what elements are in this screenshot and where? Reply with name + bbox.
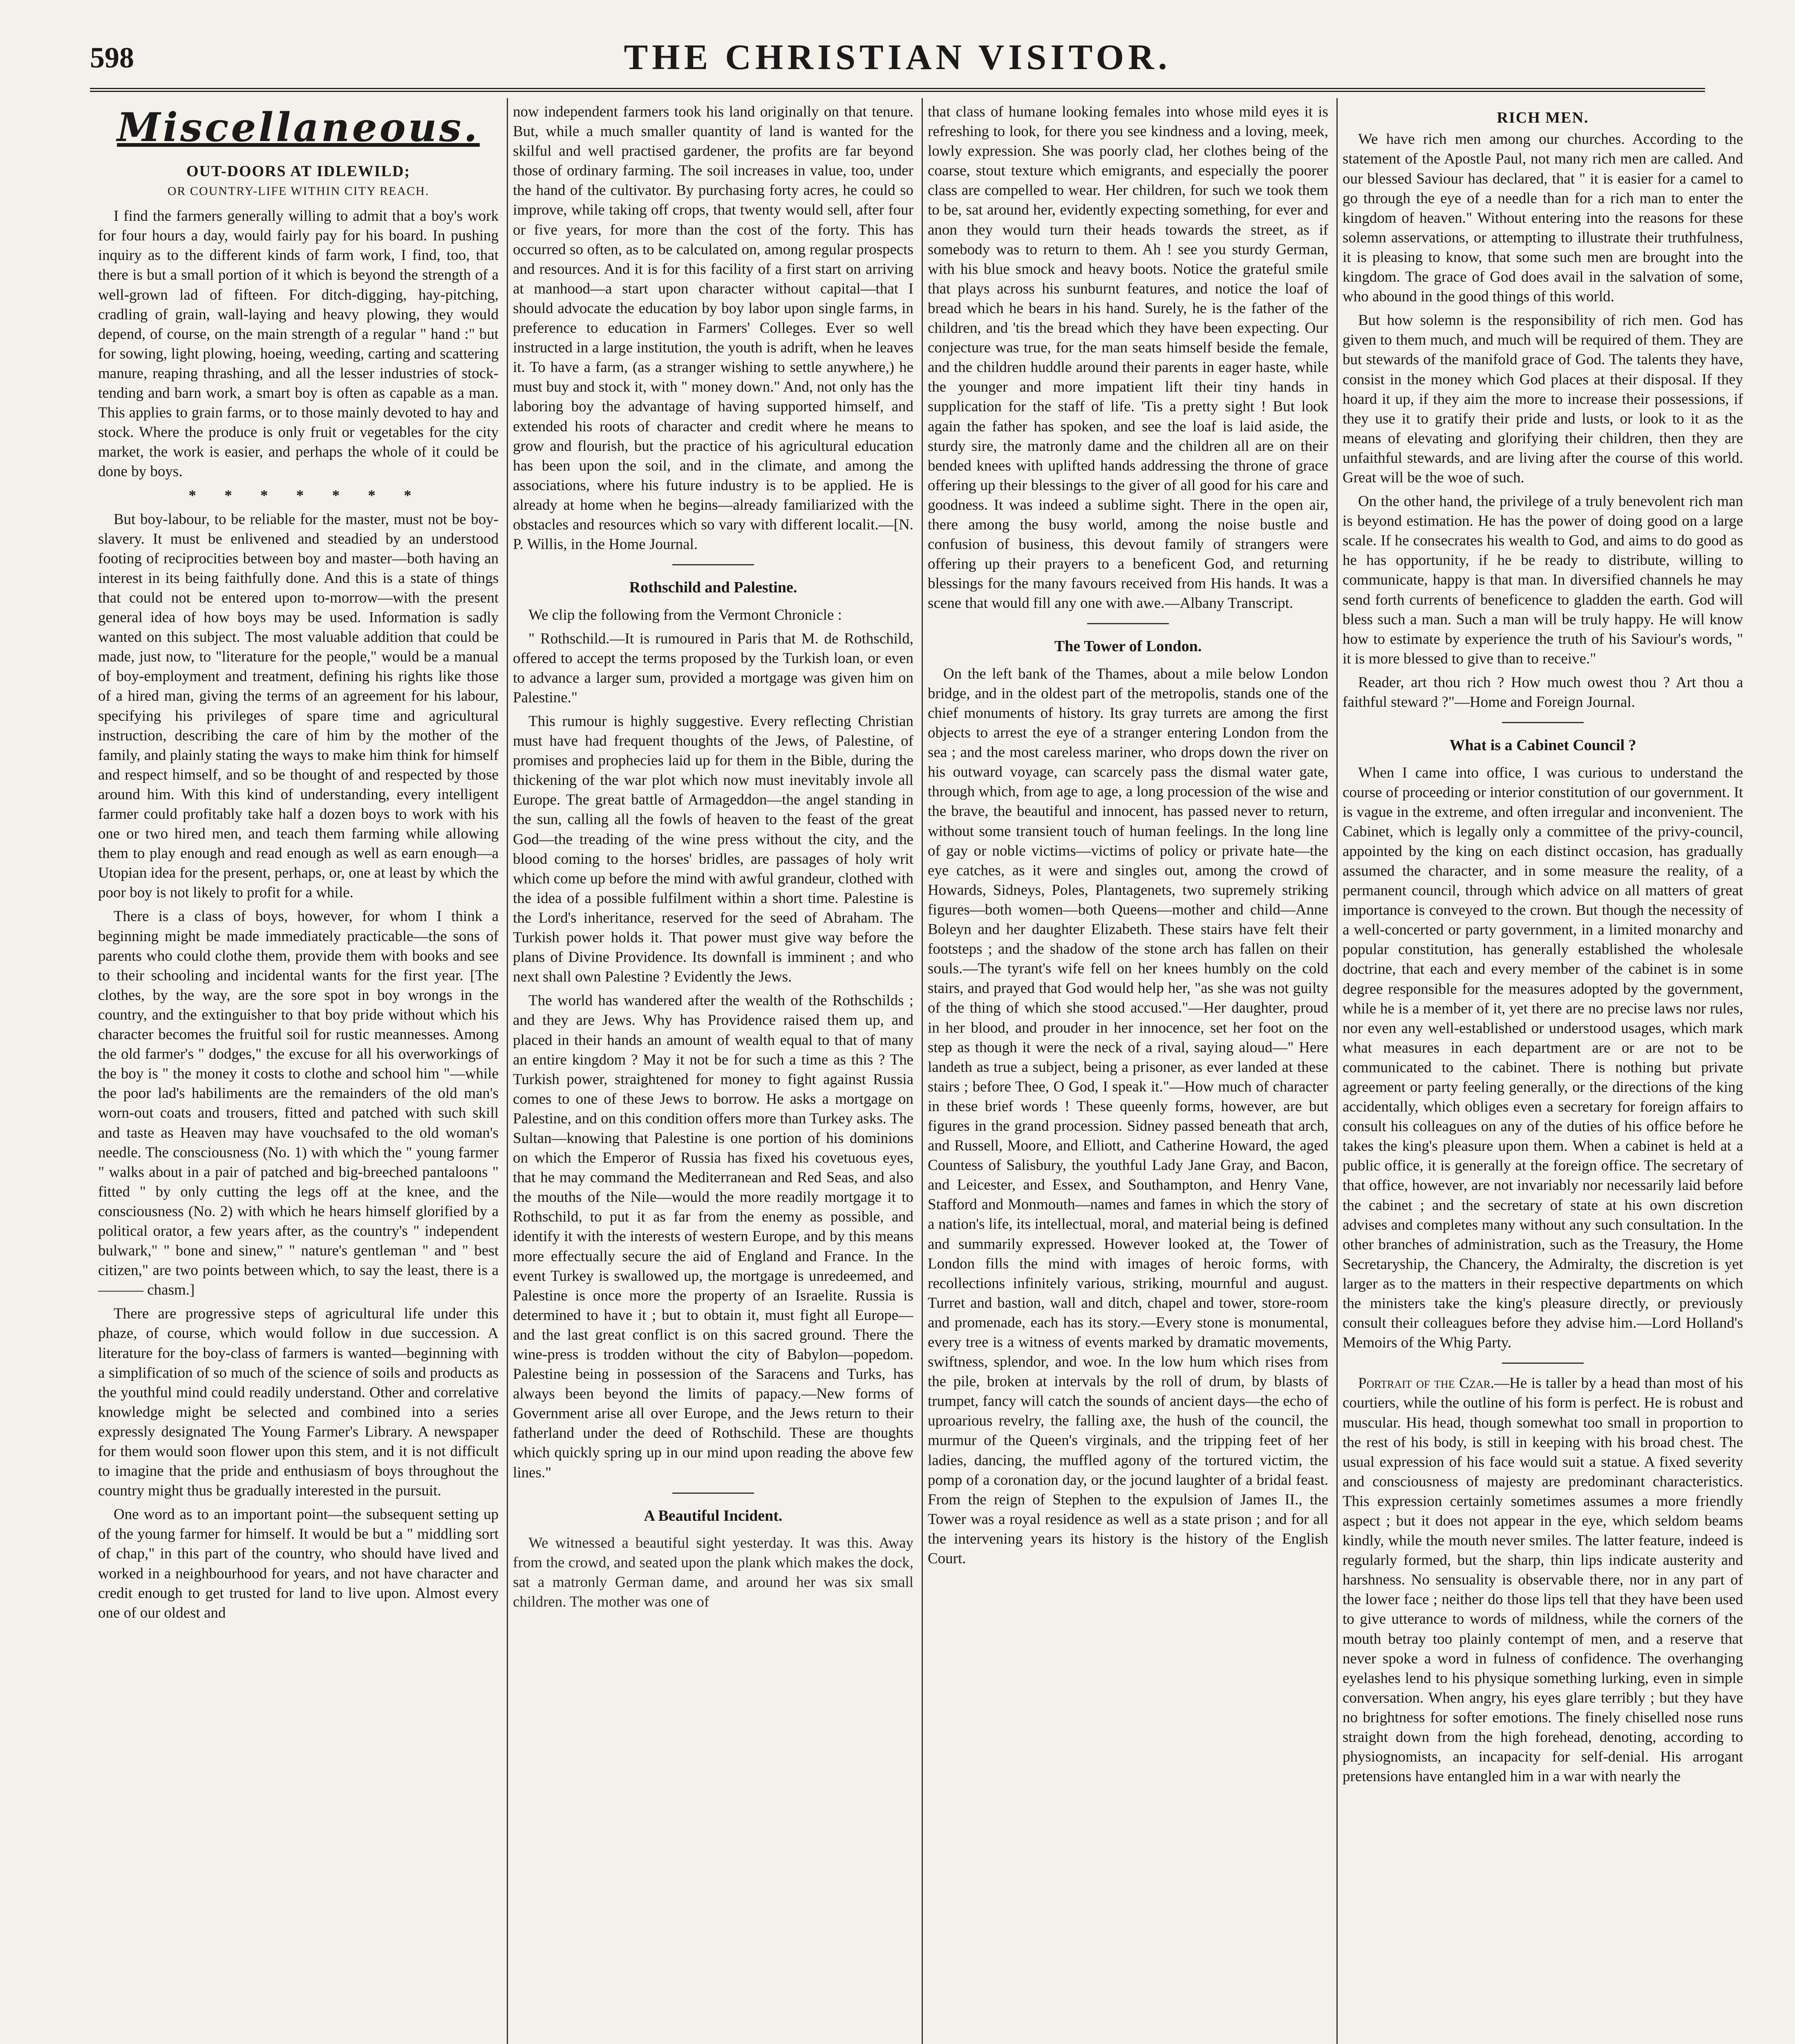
article-divider	[672, 1493, 754, 1494]
article-divider	[1502, 722, 1584, 723]
paragraph: There is a class of boys, however, for whom I think a beginning might be made immediately practicable—the sons of parents who could clothe them, provide them with books and see to their schooling and incidental wants for the first year. [The clothes, by the way, are the sore spot in boy wrongs in the country, and the extinguisher to that boy pride without which his character becomes the fruitful soil for rustic meannesses. Among the old farmer's " dodges," the excuse for all his overworkings of the boy is " the money it costs to clothe and school him "—while the poor lad's habiliments are the remainders of the old man's worn-out coats and trousers, fitted and patched with such skill and taste as Heaven may have vouchsafed to the old woman's needle. The consciousness (No. 1) with which the " young farmer " walks about in a pair of patched and big-breeched pantaloons " fitted " by only cutting the legs off at the knee, and the consciousness (No. 2) with which he hears himself glorified by a political orator, a few years after, as the country's " independent bulwark," " bone and sinew," " nature's gentleman " and " best citizen," are two points between which, to say the least, there is a ——— chasm.]	[98, 908, 499, 1299]
paragraph: We have rich men among our churches. According to the statement of the Apostle Paul, not many rich men are called. And our blessed Saviour has declared, that " it is easier for a camel to go through the eye of a needle than for a rich man to enter the kingdom of heaven." Without entering into the reasons for these solemn asservations, or attempting to illustrate their truthfulness, it is pleasing to know, that some such men are brought into the kingdom. The grace of God does avail in the salvation of some, who abound in the good things of this world.	[1343, 131, 1743, 305]
column-divider	[1336, 98, 1338, 2044]
paragraph: On the other hand, the privilege of a truly benevolent rich man is beyond estimation. He has the power of doing good on a large scale. If he consecrates his wealth to God, and aims to do good as he has opportunity, if he be ready to distribute, willing to communicate, happy is that man. In diversified channels he may send forth currents of beneficence to gladden the earth. God will bless such a man. Such a man will be truly happy. He will know how to estimate by experience the truth of his Saviour's words, " it is more blessed to give than to receive."	[1343, 493, 1743, 667]
article-title: What is a Cabinet Council ?	[1449, 737, 1636, 754]
column-divider	[507, 98, 508, 2044]
paragraph: One word as to an important point—the subsequent setting up of the young farmer for himself. It would be but a " middling sort of chap," in this part of the country, who should have lived and worked in a neighbourhood for years, and not have character and credit enough to get trusted for land to live upon. Almost every one of our oldest and	[98, 1506, 499, 1621]
paragraph: This rumour is highly suggestive. Every reflecting Christian must have had frequent thoughts of the Jews, of Palestine, of promises and prophecies laid up for them in the Bible, during the thickening of the war plot which now must inevitably invole all Europe. The great battle of Armageddon—the angel standing in the sun, calling all the fowls of heaven to the feast of the great God—the treading of the wine press without the city, and the blood coming to the horses' bridles, are passages of holy writ which come up before the mind with awful grandeur, clothed with the idea of a possible fulfilment within a short time. Palestine is the Lord's inheritance, reserved for the seed of Abraham. The Turkish power holds it. That power must give way before the plans of Divine Providence. Its downfall is imminent ; and who next shall own Palestine ? Evidently the Jews.	[513, 713, 913, 986]
column-divider	[922, 98, 923, 2044]
running-title: THE CHRISTIAN VISITOR.	[624, 38, 1171, 77]
header-rule	[90, 88, 1705, 92]
paragraph: When I came into office, I was curious to understand the course of proceeding or interior constitution of our government. It is vague in the extreme, and often irregular and inconvenient. The Cabinet, which is legally only a committee of the privy-council, appointed by the king on each distinct occasion, has gradually assumed the character, and in some measure the reality, of a permanent council, through which advice on all matters of great importance is conveyed to the crown. But though the necessity of a well-concerted or party government, in a limited monarchy and popular constitution, has generally established the wholesale doctrine, that each and every member of the cabinet is in some degree responsible for the measures adopted by the government, while he is a member of it, yet there are no precise laws nor rules, nor even any well-established or understood usages, which mark what measures in each department are or are not to be communicated to the cabinet. There is nothing but private agreement or party feeling generally, or the directions of the king accidentally, which obliges even a secretary for foreign affairs to consult his colleagues on any of the duties of his office before he takes the king's pleasure upon them. When a cabinet is held at a public office, it is generally at the foreign office. The secretary of that office, however, are not invariably nor necessarily laid before the cabinet ; and the secretary of state at his own discretion advises and completes many without any such consultation. In the other branches of administration, such as the Treasury, the Home Secretaryship, the Chancery, the Admiralty, the discretion is yet larger as to the matters in their respective departments on which the ministers take the king's pleasure directly, or previously consult their colleagues before they advise him.—Lord Holland's Memoirs of the Whig Party.	[1343, 764, 1743, 1351]
paragraph: But boy-labour, to be reliable for the master, must not be boy-slavery. It must be enlivened and steadied by an understood footing of reciprocities between boy and master—both having an interest in its being faithfully done. And this is a state of things that could not be entered upon to-morrow—with the present general idea of how boys may be used. Information is sadly wanted on this subject. The most valuable addition that could be made, just now, to "literature for the people," would be a manual of boy-employment and treatment, defining his rights like those of a hired man, giving the terms of an agreement for his labour, specifying his privileges of spare time and agricultural instruction, describing the care of him by the mother of the family, and plainly stating the ways to make him think for himself and respect himself, and so be thought of and respected by those around him. With this kind of understanding, every intelligent farmer could profitably take half a dozen boys to work with his one or two hired men, and teach them farming while allowing them to play enough and read enough as well as earn enough—a Utopian idea for the present, perhaps, or, one at least by which the poor boy is not likely to profit for a while.	[98, 511, 499, 901]
paragraph: Reader, art thou rich ? How much owest thou ? Art thou a faithful steward ?"—Home and Foreign Journal.	[1343, 674, 1743, 711]
article-subtitle: OR COUNTRY-LIFE WITHIN CITY REACH.	[167, 184, 430, 198]
section-heading: Miscellaneous.	[117, 104, 480, 150]
article-title: Rothschild and Palestine.	[629, 579, 797, 596]
article-divider	[672, 564, 754, 565]
paragraph: " Rothschild.—It is rumoured in Paris that M. de Rothschild, offered to accept the terms proposed by the Turkish loan, or even to advance a larger sum, provided a mortgage was given him on Palestine."	[513, 630, 913, 706]
page-number: 598	[90, 41, 134, 74]
paragraph: I find the farmers generally willing to admit that a boy's work for four hours a day, would fairly pay for his board. In pushing inquiry as to the different kinds of farm work, I find, too, that there is but a small portion of it which is beyond the strength of a well-grown lad of fifteen. For ditch-digging, hay-pitching, cradling of grain, wall-laying and heavy plowing, they would depend, of course, on the main strength of a regular " hand :" but for sowing, light plowing, hoeing, weeding, carting and scattering manure, reaping thrashing, and all the lesser industries of stock-tending and barn work, a smart boy is often as capable as a man. This applies to grain farms, or to those mainly devoted to hay and stock. Where the produce is only fruit or vegetables for the city market, the work is easier, and perhaps the whole of it could be done by boys.	[98, 208, 499, 480]
article-title: The Tower of London.	[1054, 638, 1202, 655]
paragraph: that class of humane looking females into whose mild eyes it is refreshing to look, for there you see kindness and a loving, meek, lowly expression. She was poorly clad, her clothes being of the coarse, stout texture which emigrants, and especially the poorer class are compelled to wear. Her children, for such we took them to be, sat around her, evidently expecting something, for ever and anon they would turn their heads towards the street, as if somebody was to return to them. Ah ! see you sturdy German, with his blue smock and heavy boots. Notice the grateful smile that plays across his sunburnt features, and notice the loaf of bread which he bears in his hand. Surely, he is the father of the children, and 'tis the bread which they have been expecting. Our conjecture was true, for the man seats himself beside the female, and the children huddle around their parents in eager haste, while the younger and more impatient lift their tiny hands in supplication for the staff of life. 'Tis a pretty sight ! But look again the father has spoken, and see the loaf is laid aside, the sturdy sire, the matronly dame and the children all are on their bended knees with uplifted hands addressing the throne of grace offering up their blessings to the giver of all good for his care and goodness. It was indeed a sublime sight. There in the open air, there among the busy world, among the noise bustle and confusion of business, this devout family of strangers were offering up their prayers to a beneficent God, and returning blessings for the many favours received from His hands. It was a scene that would fill any one with awe.—Albany Transcript.	[928, 103, 1328, 612]
paragraph: But how solemn is the responsibility of rich men. God has given to them much, and much will be required of them. They are but stewards of the manifold grace of God. The talents they have, consist in the money which God places at their disposal. If they hoard it up, if they aim the more to increase their possessions, if they use it to gratify their pride and lusts, or look to it as the means of elevating and glorifying their children, then they are unfaithful stewards, and are living after the course of this world. Great will be the woe of such.	[1343, 312, 1743, 486]
article-title: OUT-DOORS AT IDLEWILD;	[186, 162, 410, 180]
paragraph: We clip the following from the Vermont Chronicle :	[528, 606, 842, 623]
paragraph: —He is taller by a head than most of his courtiers, while the outline of his form is perfect. He is robust and muscular. His head, though somewhat too small in proportion to the rest of his body, is still in keeping with his broad chest. The usual expression of his face would suit a statue. A fixed severity and consciousness of majesty are predominant characteristics. This expression certainly sometimes assumes a more friendly aspect ; but it does not appear in the eye, which seldom beams kindly, while the mouth never smiles. The latter feature, indeed is regularly formed, but the sharp, thin lips indicate austerity and harshness. No sensuality is observable there, nor in any part of the lower face ; neither do those lips tell that they have been used to give utterance to words of mildness, while the corners of the mouth betray too plainly contempt of men, and a reserve that never spoke a word in fulness of confidence. The overhanging eyelashes lend to his physique something lurking, even in simple conversation. When angry, his eyes glare terribly ; but they have no brightness for softer emotions. The finely chiselled nose runs straight down from the high forehead, denoting, according to physiognomists, an incapacity for self-denial. His arrogant pretensions have entangled him in a war with nearly the	[1343, 1375, 1743, 1785]
paragraph: We witnessed a beautiful sight yesterday. It was this. Away from the crowd, and seated upon the plank which makes the dock, sat a matronly German dame, and around her was six small children. The mother was one of	[513, 1535, 913, 1611]
article-divider	[1502, 1363, 1584, 1364]
article-lead: Portrait of the Czar.	[1358, 1375, 1495, 1392]
paragraph: The world has wandered after the wealth of the Rothschilds ; and they are Jews. Why has Providence raised them up, and placed in their hands an amount of wealth equal to that of many an entire kingdom ? May it not be for such a time as this ? The Turkish power, straightened for money to fight against Russia comes to one of these Jews to borrow. He asks a mortgage on Palestine, and on this condition offers more than Turkey asks. The Sultan—knowing that Palestine is one portion of his dominions on which the Emperor of Russia has fixed his covetuous eyes, that he may command the Mediterranean and Red Seas, and also the mouths of the Nile—would the more readily mortgage it to Rothschild, to put it as far from the enemy as possible, and identify it with the interests of western Europe, and by this means more effectually secure the aid of England and France. In the event Turkey is swallowed up, the mortgage is unredeemed, and Palestine is once more the property of an Israelite. Russia is determined to have it ; but to obtain it, must fight all Europe—and the last great conflict is on this sacred ground. There the wine-press is trodden without the city of Babylon—popedom. Palestine being in possession of the Saracens and Turks, has always been beyond the limits of papacy.—New forms of Government arise all over Europe, and the Jews return to their fatherland under the deed of Rothschild. These are thoughts which quickly spring up in our mind upon reading the above few lines."	[513, 992, 913, 1481]
column-1	[98, 102, 499, 2044]
column-2	[513, 102, 913, 2044]
column-4	[1343, 102, 1743, 2044]
article-title: RICH MEN.	[1497, 109, 1589, 126]
page-header	[0, 0, 1795, 86]
section-break: * * * * * * *	[188, 487, 424, 504]
column-3	[928, 102, 1328, 2044]
article-title: A Beautiful Incident.	[644, 1507, 783, 1524]
paragraph: On the left bank of the Thames, about a mile below London bridge, and in the oldest part of the metropolis, stands one of the chief monuments of history. Its gray turrets are among the first objects to arrest the eye of a stranger entering London from the sea ; and the most careless mariner, who drops down the river on his outward voyage, can scarcely pass the dismal water gate, through which, from age to age, a long procession of the wise and the brave, the beautiful and innocent, has passed never to return, without some transient touch of human feelings. In the long line of gay or noble victims—victims of policy or private hate—the eye catches, as it were and singles out, among the crowd of Howards, Sidneys, Poles, Plantagenets, two supremely striking figures—both women—both Queens—mother and child—Anne Boleyn and her daughter Elizabeth. These stairs have felt their footsteps ; and the shadow of the stone arch has fallen on their souls.—The tyrant's wife fell on her knees humbly on the cold stairs, and prayed that God would help her, "as she was not guilty of the thing of which she stood accused."—Her daughter, proud in her blood, and prouder in her innocence, set her foot on the step as though it were the neck of a rival, saying aloud—" Here landeth as true a subject, being a prisoner, as ever landed at these stairs ; before Thee, O God, I speak it."—How much of character in these brief words ! These queenly forms, however, are but figures in the grand procession. Sidney passed beneath that arch, and Russell, Moore, and Elliott, and Catherine Howard, the aged Countess of Salisbury, the youthful Lady Jane Gray, and Bacon, and Leicester, and Essex, and Southampton, and Henry Vane, Stafford and Monmouth—names and fames in which the story of a nation's life, its intellectual, moral, and material being is defined and summarily expressed. However looked at, the Tower of London fills the mind with images of heroic forms, with recollections infinitely various, striking, mournful and august. Turret and bastion, wall and ditch, chapel and tower, store-room and promenade, each has its story.—Every stone is monumental, every tree is a witness of events marked by dramatic movements, swiftness, splendor, and woe. In the low hum which rises from the pile, broken at intervals by the roll of drum, by blasts of trumpet, fancy will catch the sounds of ancient days—the echo of uproarious revelry, the falling axe, the hush of the council, the murmur of the Queen's virginals, and the tripping feet of her ladies, dancing, the muffled agony of the tortured victim, the pomp of a coronation day, or the jocund laughter of a bridal feast. From the reign of Stephen to the expulsion of James II., the Tower was a royal residence as well as a state prison ; and for all the intervening years its history is the history of the English Court.	[928, 665, 1328, 1567]
paragraph: now independent farmers took his land originally on that tenure. But, while a much smaller quantity of land is wanted for the skilful and well practised gardener, the profits are far beyond those of ordinary farming. The soil increases in value, too, under the hand of the cultivator. By purchasing forty acres, he could so improve, while taking off crops, that twenty would sell, after four or five years, for more than the cost of the forty. This has occurred so often, as to be calculated on, among regular prospects and resources. And it is for this facility of a first start on arriving at manhood—a start upon character without capital—that I should advocate the education by boy labor upon single farms, in preference to education in Farmers' Colleges. Ever so well instructed in a large institution, the youth is adrift, when he leaves it. To have a farm, (as a stranger wishing to settle anywhere,) he must buy and stock it, with " money down." And, not only has the laboring boy the advantage of having supported himself, and extended his roots of character and credit where he means to grow and flourish, but the practice of his agricultural education has been upon the soil, and in the climate, and among the associations, where his future industry is to be applied. He is already at home when he begins—already familiarized with the obstacles and resources which so vary with different localit.—[N. P. Willis, in the Home Journal.	[513, 103, 913, 553]
paragraph: There are progressive steps of agricultural life under this phaze, of course, which would follow in due succession. A literature for the boy-class of farmers is wanted—beginning with a simplification of so much of the science of soils and products as the youthful mind could readily understand. Other and correlative knowledge might be selected and combined into a series expressly designated The Young Farmer's Library. A newspaper for them would soon flower upon this stem, and it is not difficult to imagine that the pride and enthusiasm of boys throughout the country might thus be gradually interested in the pursuit.	[98, 1305, 499, 1499]
article-divider	[1087, 623, 1169, 624]
